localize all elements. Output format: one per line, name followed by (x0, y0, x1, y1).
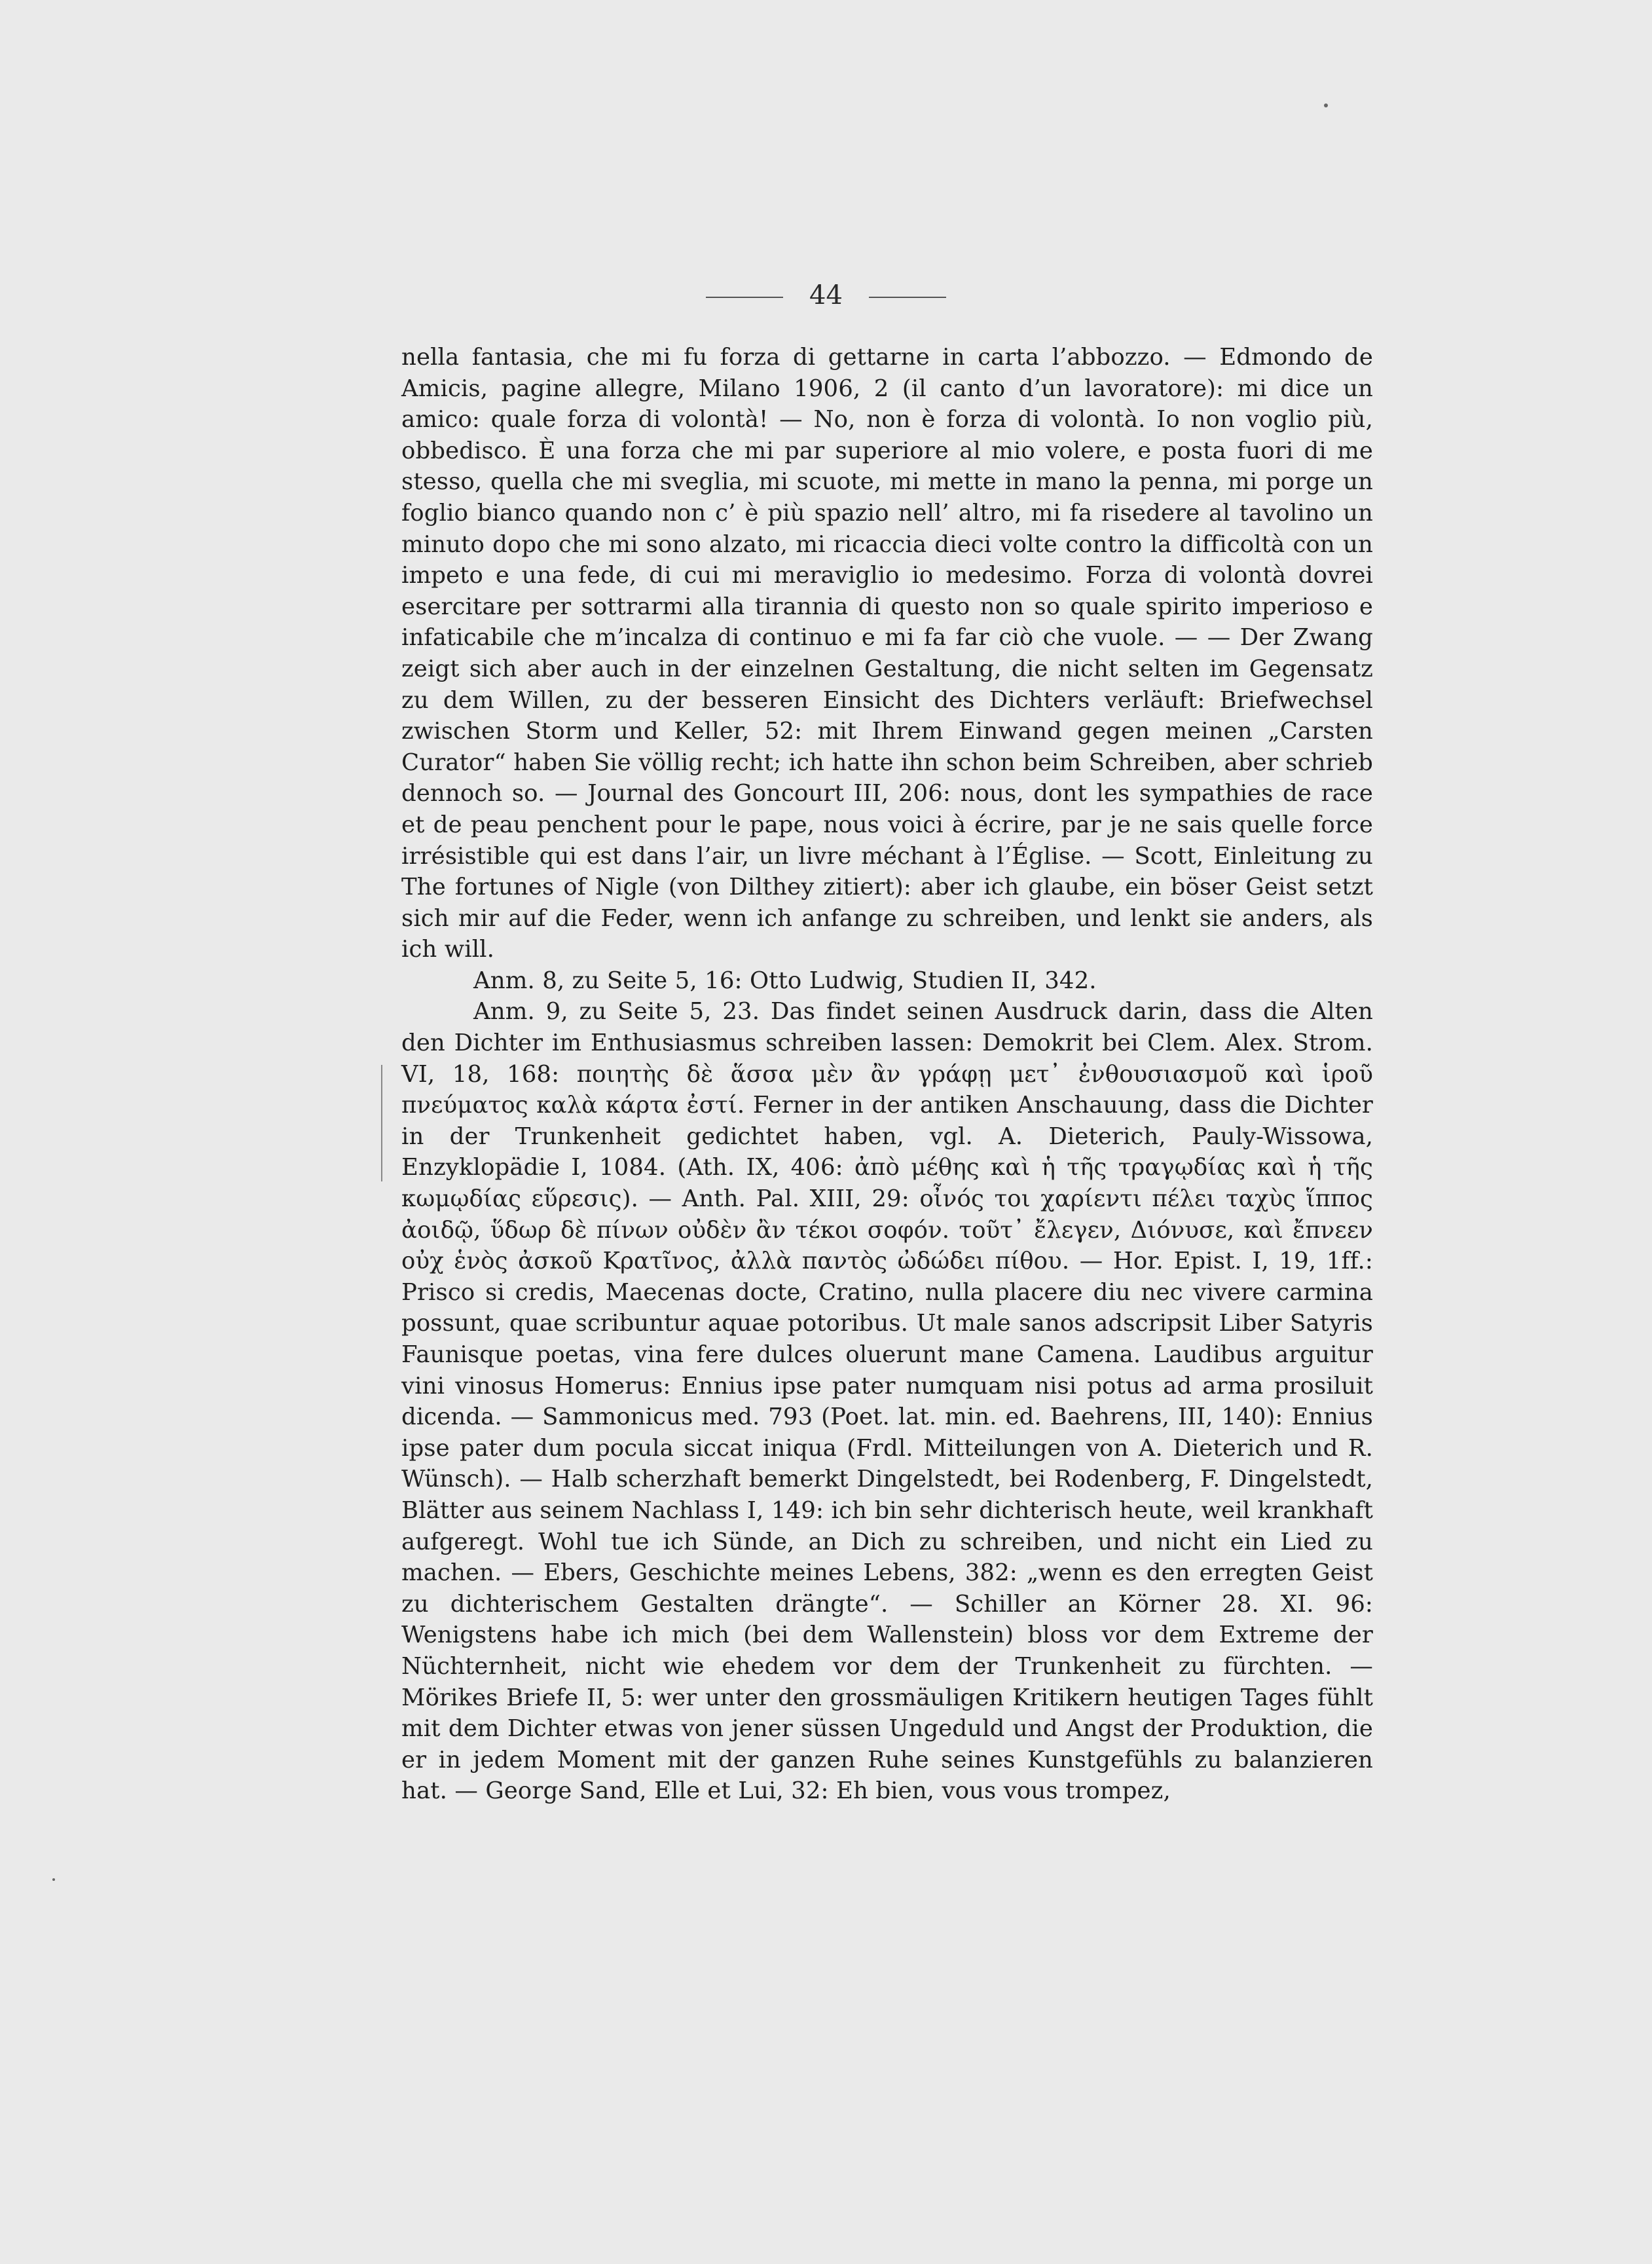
paper-speck (1324, 103, 1328, 107)
margin-pencil-mark (381, 1065, 386, 1181)
paragraph-continuation: nella fantasia, che mi fu forza di gettarne in carta l’abbozzo. — Edmondo de Amicis, pagine allegre, Milano 1906, 2 (il canto d’un lavoratore): mi dice un amico: quale forza di volontà! — No, non è forza di volontà. Io non voglio più, obbedisco. È una forza che mi par superiore al mio volere, e posta fuori di me stesso, quella che mi sveglia, mi scuote, mi mette in mano la penna, mi porge un foglio bianco quando non c’ è più spazio nell’ altro, mi fa risedere al tavolino un minuto dopo che mi sono alzato, mi ricaccia dieci volte contro la difficoltà con un impeto e una fede, di cui mi meraviglio io medesimo. Forza di volontà dovrei esercitare per sottrarmi alla tirannia di questo non so quale spirito imperioso e infaticabile che m’incalza di continuo e mi fa far ciò che vuole. — — Der Zwang zeigt sich aber auch in der einzelnen Gestaltung, die nicht selten im Gegensatz zu dem Willen, zu der besseren Einsicht des Dichters verläuft: Briefwechsel zwischen Storm und Keller, 52: mit Ihrem Einwand gegen meinen „Carsten Curator“ haben Sie völlig recht; ich hatte ihn schon beim Schreiben, aber schrieb dennoch so. — Journal des Goncourt III, 206: nous, dont les sympathies de race et de peau penchent pour le pape, nous voici à écrire, par je ne sais quelle force irrésistible qui est dans l’air, un livre méchant à l’Église. — Scott, Einleitung zu The fortunes of Nigle (von Dilthey zitiert): aber ich glaube, ein böser Geist setzt sich mir auf die Feder, wenn ich anfange zu schreiben, und lenkt sie anders, als ich will. (401, 344, 1373, 963)
note-anm-8: Anm. 8, zu Seite 5, 16: Otto Ludwig, Studien II, 342. (473, 967, 1097, 994)
header-rule-right (869, 297, 946, 298)
paper-speck (52, 1878, 55, 1881)
note-anm-9: Anm. 9, zu Seite 5, 23. Das findet seinen Ausdruck darin, dass die Alten den Dichter im Enthusiasmus schreiben lassen: Demokrit bei Clem. Alex. Strom. VI, 18, 168: ποιητὴς δὲ ἅσσα μὲν ἂν γράφῃ μετ᾽ ἐνθουσιασμοῦ καὶ ἱροῦ πνεύματος καλὰ κάρτα ἐστί. Ferner in der antiken Anschauung, dass die Dichter in der Trunkenheit gedichtet haben, vgl. A. Dieterich, Pauly-Wissowa, Enzyklopädie I, 1084. (Ath. IX, 406: ἀπὸ μέθης καὶ ἡ τῆς τραγῳδίας καὶ ἡ τῆς κωμῳδίας εὕρεσις). — Anth. Pal. XIII, 29: οἶνός τοι χαρίεντι πέλει ταχὺς ἵππος ἀοιδῷ, ὕδωρ δὲ πίνων οὐδὲν ἂν τέκοι σοφόν. τοῦτ᾽ ἔλεγεν, Διόνυσε, καὶ ἔπνεεν οὐχ ἑνὸς ἀσκοῦ Κρατῖνος, ἀλλὰ παντὸς ὠδώδει πίθου. — Hor. Epist. I, 19, 1ff.: Prisco si credis, Maecenas docte, Cratino, nulla placere diu nec vivere carmina possunt, quae scribuntur aquae potoribus. Ut male sanos adscripsit Liber Satyris Faunisque poetas, vina fere dulces oluerunt mane Camena. Laudibus arguitur vini vinosus Homerus: Ennius ipse pater numquam nisi potus ad arma prosiluit dicenda. — Sammonicus med. 793 (Poet. lat. min. ed. Baehrens, III, 140): Ennius ipse pater dum pocula siccat iniqua (Frdl. Mitteilungen von A. Dieterich und R. Wünsch). — Halb scherzhaft bemerkt Dingelstedt, bei Rodenberg, F. Dingelstedt, Blätter aus seinem Nachlass I, 149: ich bin sehr dichterisch heute, weil krankhaft aufgeregt. Wohl tue ich Sünde, an Dich zu schreiben, und nicht ein Lied zu machen. — Ebers, Geschichte meines Lebens, 382: „wenn es den erregten Geist zu dichterischem Gestalten drängte“. — Schiller an Körner 28. XI. 96: Wenigstens habe ich mich (bei dem Wallenstein) bloss vor dem Extreme der Nüchternheit, nicht wie ehedem vor dem der Trunkenheit zu fürchten. — Mörikes Briefe II, 5: wer unter den grossmäuligen Kritikern heutigen Tages fühlt mit dem Dichter etwas von jener süssen Ungeduld und Angst der Produktion, die er in jedem Moment mit der ganzen Ruhe seines Kunstgefühls zu balanzieren hat. — George Sand, Elle et Lui, 32: Eh bien, vous vous trompez, (401, 998, 1373, 1805)
page-number: 44 (809, 280, 843, 310)
header-rule-left (706, 297, 783, 298)
body-text (401, 342, 1373, 1807)
page-header (0, 280, 1652, 310)
